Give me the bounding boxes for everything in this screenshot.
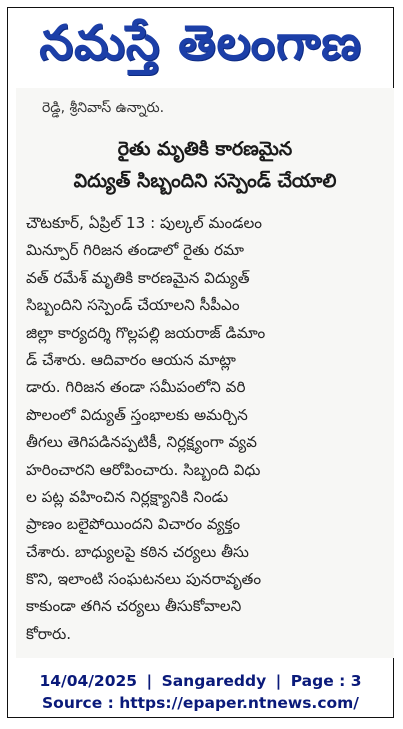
masthead — [8, 14, 393, 84]
body-line: ప్రాణం బలైపోయిందని విచారం వ్యక్తం — [26, 515, 241, 534]
edition-info — [8, 672, 393, 690]
article-body — [26, 210, 386, 648]
body-line: కొని, ఇలాంటి సంఘటనలు పునరావృతం — [26, 570, 262, 589]
body-line: డ్ చేశారు. ఆదివారం ఆయన మాట్లా — [26, 350, 236, 369]
newspaper-title: నమస్తే తెలంగాణ — [39, 15, 362, 71]
edition-name: Sangareddy — [161, 672, 267, 690]
headline-line-2: విద్యుత్ సిబ్బందిని సస్పెండ్ చేయాలి — [73, 170, 337, 192]
body-line: హరించారని ఆరోపించారు. సిబ్బంది విధు — [26, 460, 261, 479]
edition-date: 14/04/2025 — [39, 672, 138, 690]
separator: | — [146, 672, 153, 690]
page-number: Page : 3 — [290, 672, 362, 690]
body-line: జిల్లా కార్యదర్శి గొల్లపల్లి జయరాజ్ డిమాం — [26, 323, 266, 342]
previous-article-line: రెడ్డి, శ్రీనివాస్ ఉన్నారు. — [42, 100, 165, 116]
separator: | — [275, 672, 282, 690]
body-line: చౌటకూర్, ఏప్రిల్ 13 : పుల్కల్ మండలం — [26, 214, 262, 232]
headline-line-1: రైతు మృతికి కారణమైన — [117, 138, 293, 160]
body-line: చేశారు. బాధ్యులపై కఠిన చర్యలు తీసు — [26, 542, 249, 561]
page-frame — [7, 7, 394, 718]
source-line: Source : https://epaper.ntnews.com/ — [42, 694, 359, 712]
body-line: డారు. గిరిజన తండా సమీపంలోని వరి — [26, 378, 246, 397]
body-line: ల పట్ల వహించిన నిర్లక్ష్యానికి నిండు — [26, 487, 229, 506]
body-line: సిబ్బందిని సస్పెండ్ చేయాలని సీపీఎం — [26, 296, 240, 315]
news-clipping — [16, 88, 394, 658]
body-line: కోరారు. — [26, 624, 72, 643]
body-line: పొలంలో విద్యుత్ స్తంభాలకు అమర్చిన — [26, 405, 248, 424]
body-line: తీగలు తెగిపడినప్పటికీ, నిర్లక్ష్యంగా వ్యవ — [26, 433, 257, 452]
body-line: కాకుండా తగిన చర్యలు తీసుకోవాలని — [26, 597, 242, 616]
body-line: వత్ రమేశ్ మృతికి కారణమైన విద్యుత్ — [26, 268, 250, 287]
body-line: మిన్పూర్ గిరిజన తండాలో రైతు రమా — [26, 241, 244, 260]
